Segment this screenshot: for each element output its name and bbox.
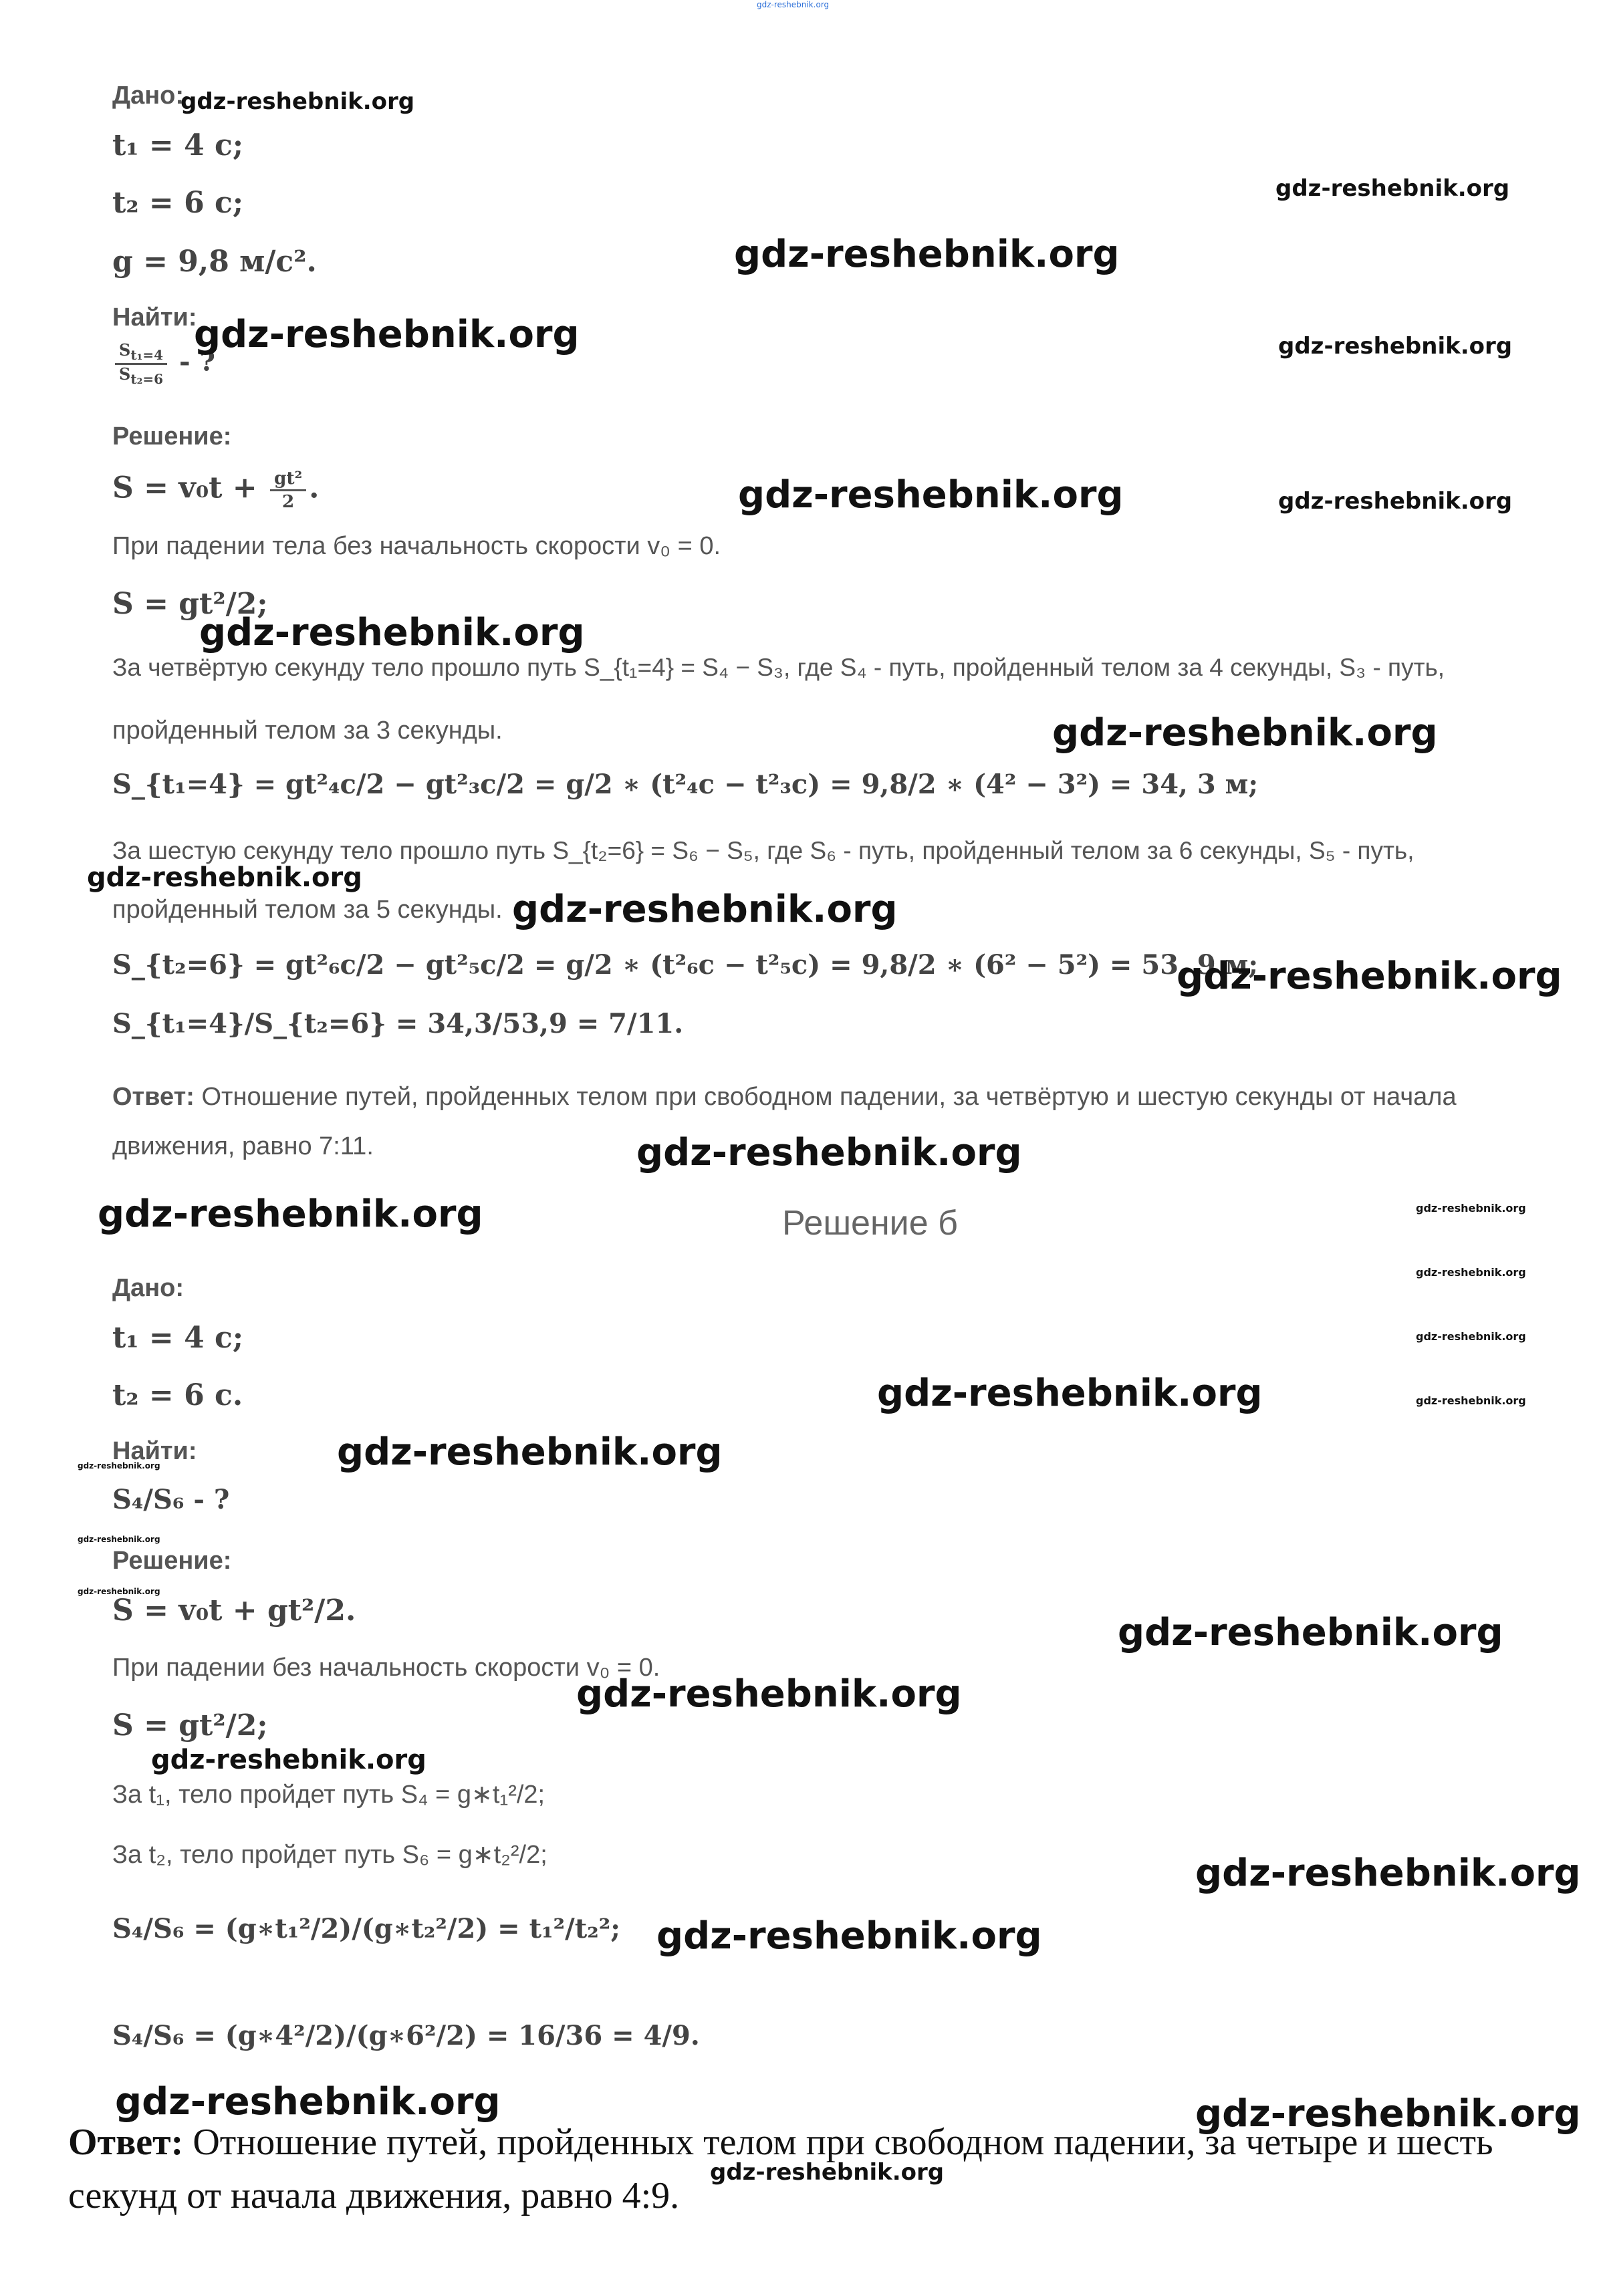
answer-part1-label: Ответ:	[112, 1083, 195, 1111]
reshenie-label: Решение:	[112, 422, 232, 451]
part2-find: S₄/S₆ - ?	[112, 1484, 230, 1515]
watermark: gdz-reshebnik.org	[512, 888, 898, 931]
v0-text: При падении тела без начальность скорости v₀ = 0.	[112, 532, 721, 560]
part2-t1-line: За t₁, тело пройдет путь S₄ = g∗t₁²/2;	[112, 1781, 545, 1809]
given-t1: t₁ = 4 с;	[112, 128, 244, 162]
watermark: gdz-reshebnik.org	[194, 313, 580, 356]
watermark: gdz-reshebnik.org	[1275, 175, 1510, 202]
watermark-top: gdz-reshebnik.org	[757, 0, 830, 9]
watermark: gdz-reshebnik.org	[1416, 1394, 1526, 1407]
part2-s-simple: S = gt²/2;	[112, 1708, 268, 1743]
watermark: gdz-reshebnik.org	[576, 1672, 962, 1716]
watermark: gdz-reshebnik.org	[1416, 1202, 1526, 1215]
watermark: gdz-reshebnik.org	[1278, 488, 1513, 515]
watermark: gdz-reshebnik.org	[1177, 954, 1562, 998]
watermark: gdz-reshebnik.org	[1118, 1611, 1503, 1654]
part2-t2-line: За t₂, тело пройдет путь S₆ = g∗t₂²/2;	[112, 1841, 547, 1869]
fourth-second-line-a: За четвёртую секунду тело прошло путь S_{t₁=4} = S₄ − S₃, где S₄ - путь, пройденный телом за 4 секунды, S₃ - путь,	[112, 654, 1445, 681]
final-answer-text: Отношение путей, пройденных телом при свободном падении, за четыре и шесть секунд от начала движения, равно 4:9.	[68, 2122, 1493, 2216]
watermark: gdz-reshebnik.org	[98, 1192, 483, 1236]
watermark: gdz-reshebnik.org	[78, 1461, 160, 1471]
find-fraction: $\frac{S_{t_1=4}}{S_{t_2=6}}$	[115, 341, 167, 387]
final-answer-label: Ответ:	[68, 2122, 184, 2163]
watermark: gdz-reshebnik.org	[180, 88, 415, 115]
watermark: gdz-reshebnik.org	[1052, 711, 1438, 755]
answer-part1-text-a: Отношение путей, пройденных телом при свободном падении, за четвёртую и шестую секунды от начала	[194, 1083, 1457, 1111]
part2-given-t2: t₂ = 6 с.	[112, 1378, 243, 1412]
watermark: gdz-reshebnik.org	[1195, 2092, 1581, 2136]
calc-sixth-second: S_{t₂=6} = gt²₆c/2 − gt²₅c/2 = g/2 ∗ (t²₆c − t²₅c) = 9,8/2 ∗ (6² − 5²) = 53, 9 м;	[112, 949, 1259, 981]
part2-dano-label: Дано:	[112, 1274, 184, 1302]
part2-ratio-numeric: S₄/S₆ = (g∗4²/2)/(g∗6²/2) = 16/36 = 4/9.	[112, 2020, 700, 2051]
watermark: gdz-reshebnik.org	[78, 1535, 160, 1544]
part2-v0-text: При падении без начальность скорости v₀ = 0.	[112, 1654, 660, 1682]
part2-given-t1: t₁ = 4 с;	[112, 1321, 244, 1355]
part2-najti-label: Найти:	[112, 1437, 197, 1465]
formula-s-fraction: $\frac{\text{gt²}}{2}$	[270, 468, 306, 512]
ratio-result: S_{t₁=4}/S_{t₂=6} = 34,3/53,9 = 7/11.	[112, 1008, 684, 1039]
najti-label: Найти:	[112, 303, 197, 332]
calc-fourth-second: S_{t₁=4} = gt²₄c/2 − gt²₃c/2 = g/2 ∗ (t²₄c − t²₃c) = 9,8/2 ∗ (4² − 3²) = 34, 3 м;	[112, 769, 1259, 800]
watermark: gdz-reshebnik.org	[1416, 1266, 1526, 1279]
watermark: gdz-reshebnik.org	[1416, 1330, 1526, 1343]
watermark: gdz-reshebnik.org	[636, 1131, 1022, 1174]
given-t2: t₂ = 6 с;	[112, 186, 244, 220]
watermark: gdz-reshebnik.org	[877, 1372, 1263, 1415]
watermark: gdz-reshebnik.org	[738, 473, 1124, 517]
sixth-second-line-b: пройденный телом за 5 секунды.	[112, 896, 503, 924]
answer-part1-line-a	[112, 1083, 1457, 1112]
formula-s-lhs: S = v₀t +	[112, 471, 267, 505]
watermark: gdz-reshebnik.org	[1278, 333, 1513, 360]
given-g: g = 9,8 м/с².	[112, 245, 317, 279]
watermark: gdz-reshebnik.org	[1195, 1852, 1581, 1895]
find-tail: - ?	[178, 346, 215, 378]
s-simple: S = gt²/2;	[112, 587, 268, 621]
part2-heading: Решение б	[782, 1204, 958, 1243]
answer-part1-line-b: движения, равно 7:11.	[112, 1132, 374, 1160]
part2-ratio-general: S₄/S₆ = (g∗t₁²/2)/(g∗t₂²/2) = t₁²/t₂²;	[112, 1913, 620, 1944]
watermark: gdz-reshebnik.org	[87, 862, 362, 893]
sixth-second-line-a: За шестую секунду тело прошло путь S_{t₂=6} = S₆ − S₅, где S₆ - путь, пройденный телом за 6 секунды, S₅ - путь,	[112, 837, 1414, 864]
watermark: gdz-reshebnik.org	[710, 2159, 945, 2186]
part2-reshenie-label: Решение:	[112, 1547, 232, 1575]
fourth-second-line-b: пройденный телом за 3 секунды.	[112, 717, 503, 745]
part2-formula-s: S = v₀t + gt²/2.	[112, 1593, 356, 1628]
watermark: gdz-reshebnik.org	[78, 1587, 160, 1596]
watermark: gdz-reshebnik.org	[337, 1430, 723, 1474]
watermark: gdz-reshebnik.org	[656, 1914, 1042, 1958]
watermark: gdz-reshebnik.org	[734, 233, 1120, 276]
formula-s: S = v₀t + $\frac{\text{gt²}}{2}$ .	[112, 468, 320, 512]
watermark: gdz-reshebnik.org	[151, 1745, 426, 1775]
watermark: gdz-reshebnik.org	[199, 611, 585, 654]
watermark: gdz-reshebnik.org	[115, 2080, 501, 2124]
dano-label: Дано:	[112, 82, 184, 110]
